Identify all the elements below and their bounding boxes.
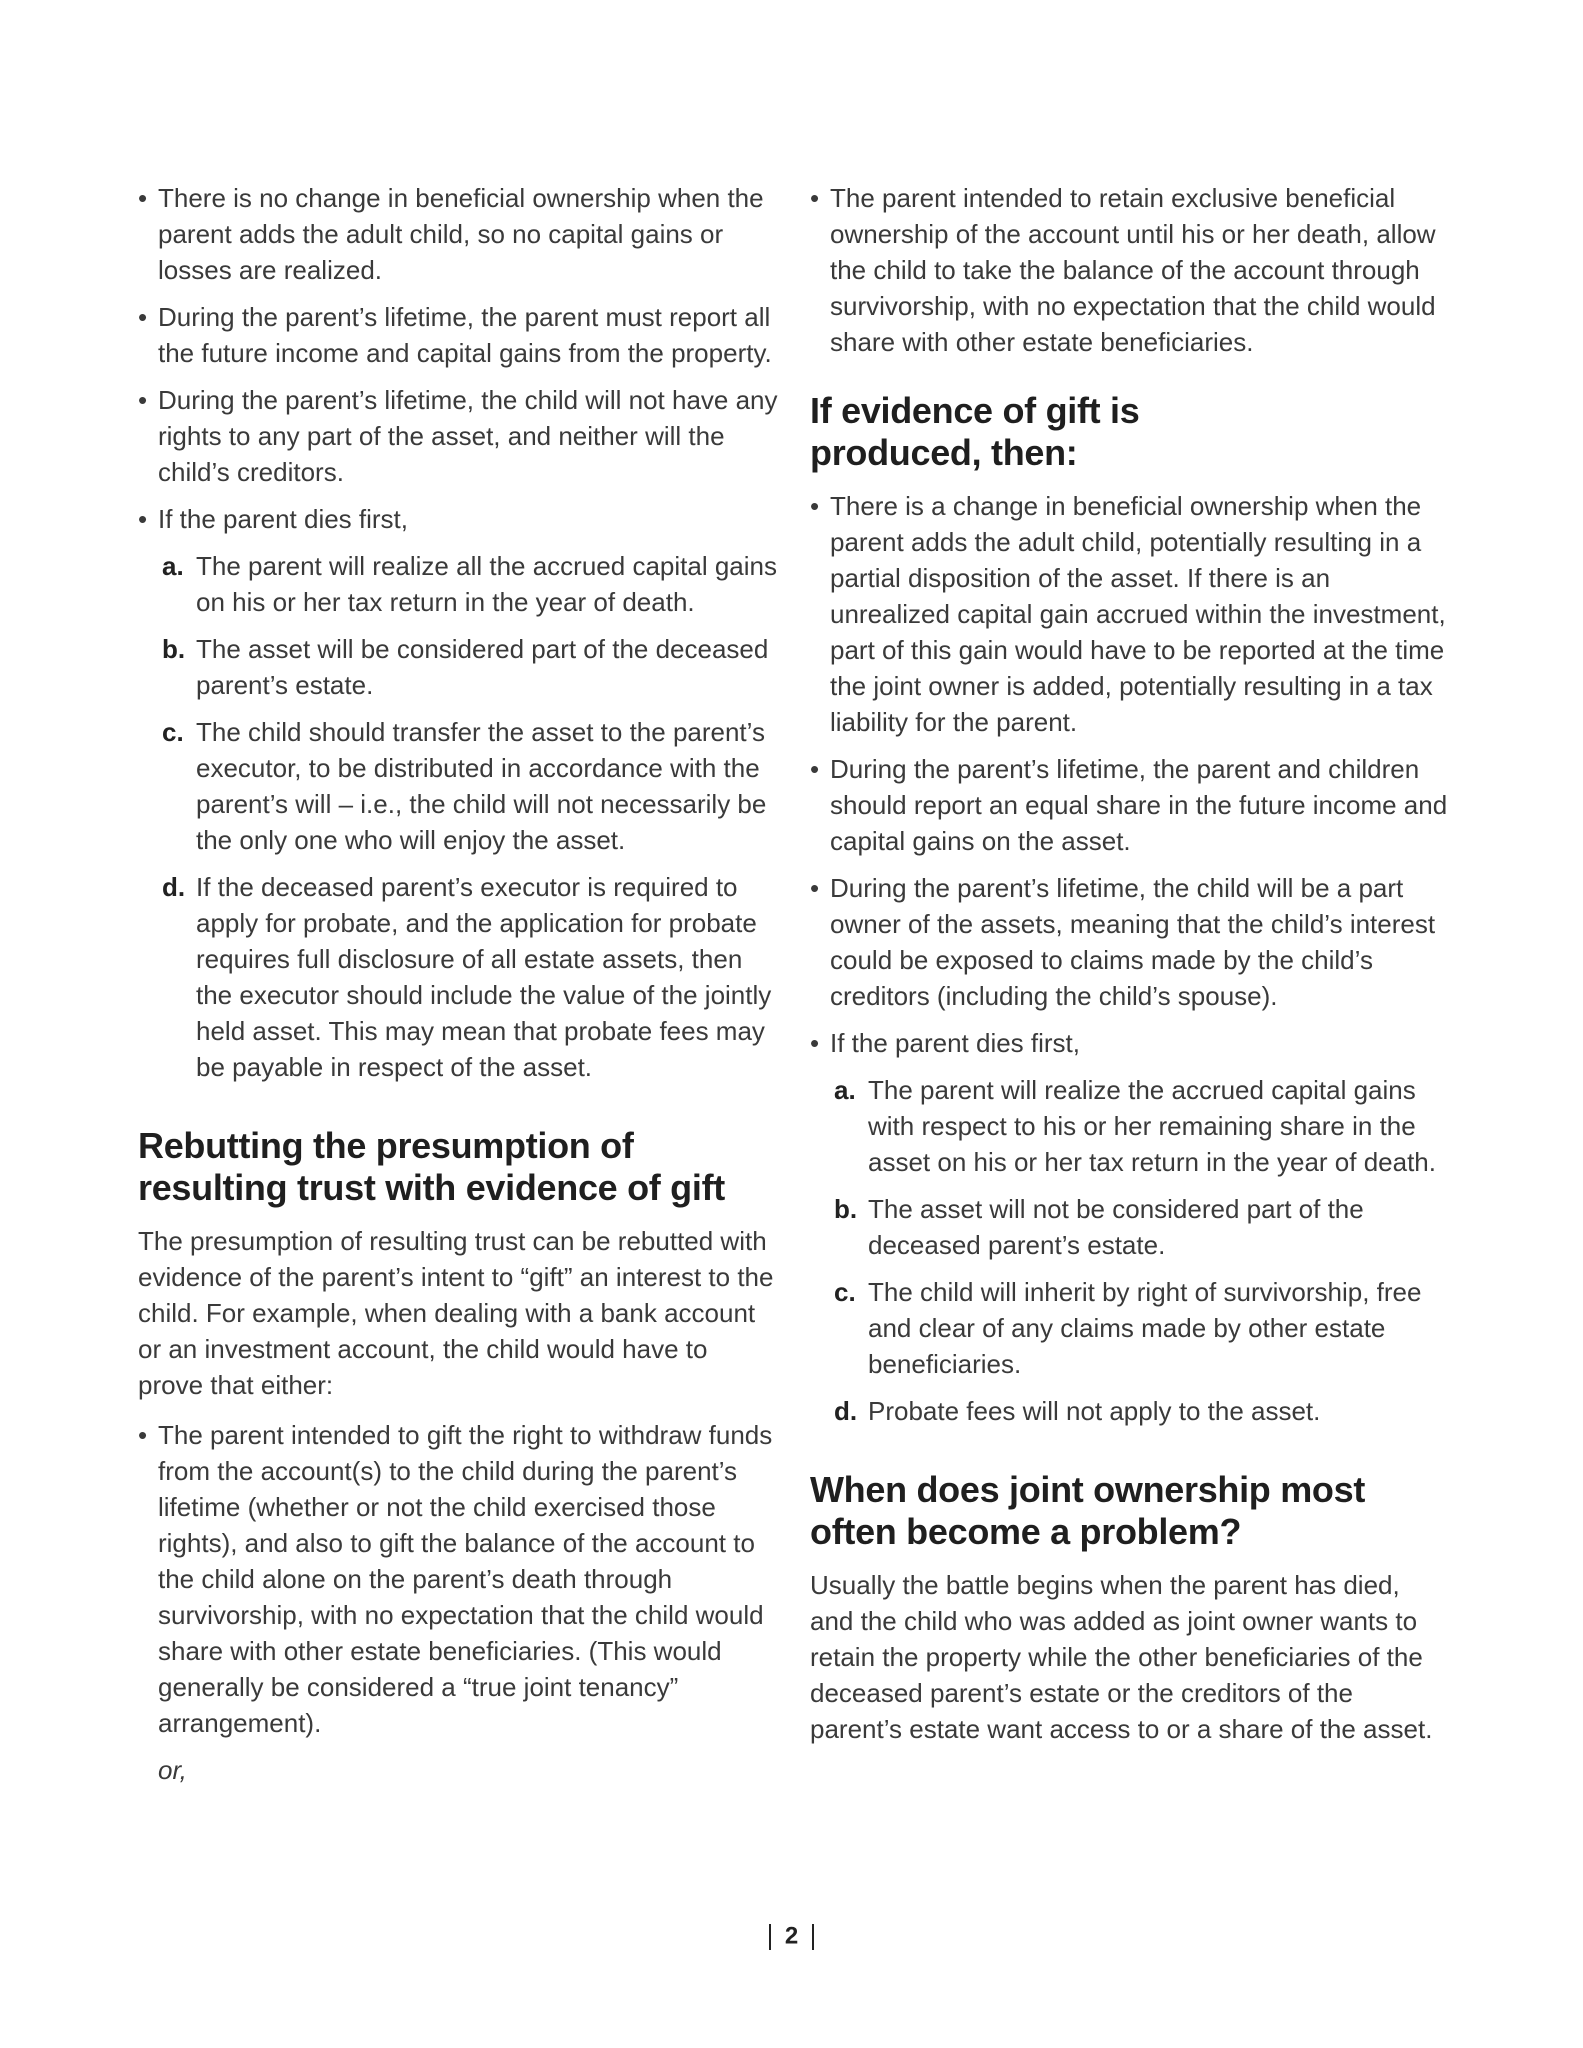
sub-item-text: If the deceased parent’s executor is required to apply for probate, and the application for probate requires full disclosure of all estate assets, then the executor should include the value of the jointly held asset. This may mean that probate fees may be payable in respect of the asset. [196, 872, 772, 1082]
list-item-text: There is no change in beneficial ownership when the parent adds the adult child, so no capital gains or losses are realized. [158, 183, 764, 285]
sub-item-letter: c. [162, 717, 184, 747]
sub-item-letter: b. [162, 634, 186, 664]
list-item [810, 870, 1450, 1014]
sub-item-d [138, 869, 778, 1085]
list-item-text: During the parent’s lifetime, the parent must report all the future income and capital gains from the property. [158, 302, 772, 368]
list-item [138, 180, 778, 288]
left-column [138, 180, 778, 1788]
list-item [138, 501, 778, 537]
list-item [138, 299, 778, 371]
or-text: or, [158, 1755, 187, 1785]
bullet-icon: • [138, 385, 148, 415]
sub-item-text: Probate fees will not apply to the asset. [868, 1396, 1321, 1426]
bullet-icon: • [810, 754, 820, 784]
sub-item-a [138, 548, 778, 620]
list-item [810, 180, 1450, 360]
section-heading-evidence: If evidence of gift is produced, then: [810, 390, 1140, 473]
bullet-icon: • [138, 1420, 148, 1450]
sub-item-text: The asset will be considered part of the deceased parent’s estate. [196, 634, 769, 700]
page-number: 2 [784, 1922, 799, 1950]
sub-item-text: The child will inherit by right of survivorship, free and clear of any claims made by other estate beneficiaries. [868, 1277, 1422, 1379]
bullet-icon: • [810, 183, 820, 213]
list-item-text: During the parent’s lifetime, the child will not have any rights to any part of the asset, and neither will the child’s creditors. [158, 385, 778, 487]
list-item-text: There is a change in beneficial ownership when the parent adds the adult child, potentially resulting in a partial disposition of the asset. If there is an unrealized capital gain accrued within the investment, part of this gain would have to be reported at the time the joint owner is added, potentially resulting in a tax liability for the parent. [830, 491, 1446, 737]
sub-item-text: The parent will realize the accrued capital gains with respect to his or her remaining share in the asset on his or her tax return in the year of death. [868, 1075, 1436, 1177]
sub-item-text: The child should transfer the asset to the parent’s executor, to be distributed in accordance with the parent’s will – i.e., the child will not necessarily be the only one who will enjoy the asset. [196, 717, 767, 855]
list-item-text: If the parent dies first, [158, 504, 409, 534]
sub-item-b [810, 1191, 1450, 1263]
page-footer [0, 1922, 1583, 1951]
bullet-icon: • [138, 504, 148, 534]
list-item [138, 1417, 778, 1741]
bullet-icon: • [138, 183, 148, 213]
list-item-text: The parent intended to gift the right to withdraw funds from the account(s) to the child during the parent’s lifetime (whether or not the child exercised those rights), and also to gift the balance of the account to the child alone on the parent’s death through survivorship, with no expectation that the child would share with other estate beneficiaries. (This would generally be considered a “true joint tenancy” arrangement). [158, 1420, 773, 1738]
list-item [138, 382, 778, 490]
sub-item-a [810, 1072, 1450, 1180]
section-heading-rebutting: Rebutting the presumption of resulting trust with evidence of gift [138, 1125, 725, 1208]
section-paragraph: Usually the battle begins when the parent has died, and the child who was added as joint owner wants to retain the property while the other beneficiaries of the deceased parent’s estate or the creditors of the parent’s estate want access to or a share of the asset. [810, 1570, 1433, 1744]
list-item-text: The parent intended to retain exclusive beneficial ownership of the account until his or her death, allow the child to take the balance of the account through survivorship, with no expectation that the child would share with other estate beneficiaries. [830, 183, 1436, 357]
list-item [810, 1025, 1450, 1061]
list-item [810, 751, 1450, 859]
sub-item-letter: a. [834, 1075, 856, 1105]
list-item [810, 488, 1450, 740]
divider [812, 1924, 814, 1950]
sub-item-letter: d. [162, 872, 186, 902]
list-item-text: If the parent dies first, [830, 1028, 1081, 1058]
sub-item-c [138, 714, 778, 858]
sub-item-letter: a. [162, 551, 184, 581]
list-item-text: During the parent’s lifetime, the child will be a part owner of the assets, meaning that the child’s interest could be exposed to claims made by the child’s creditors (including the child’s spouse). [830, 873, 1436, 1011]
sub-item-text: The parent will realize all the accrued capital gains on his or her tax return in the year of death. [196, 551, 777, 617]
section-heading-joint-ownership: When does joint ownership most often become a problem? [810, 1469, 1366, 1552]
sub-item-c [810, 1274, 1450, 1382]
sub-item-text: The asset will not be considered part of the deceased parent’s estate. [868, 1194, 1364, 1260]
sub-item-letter: d. [834, 1396, 858, 1426]
sub-item-letter: b. [834, 1194, 858, 1224]
bullet-icon: • [810, 491, 820, 521]
bullet-icon: • [138, 302, 148, 332]
right-column [810, 180, 1450, 1761]
bullet-icon: • [810, 873, 820, 903]
divider [769, 1924, 771, 1950]
section-paragraph: The presumption of resulting trust can be rebutted with evidence of the parent’s intent to “gift” an interest to the child. For example, when dealing with a bank account or an investment account, the child would have to prove that either: [138, 1226, 774, 1400]
sub-item-letter: c. [834, 1277, 856, 1307]
list-item-text: During the parent’s lifetime, the parent and children should report an equal share in the future income and capital gains on the asset. [830, 754, 1448, 856]
sub-item-b [138, 631, 778, 703]
bullet-icon: • [810, 1028, 820, 1058]
sub-item-d [810, 1393, 1450, 1429]
